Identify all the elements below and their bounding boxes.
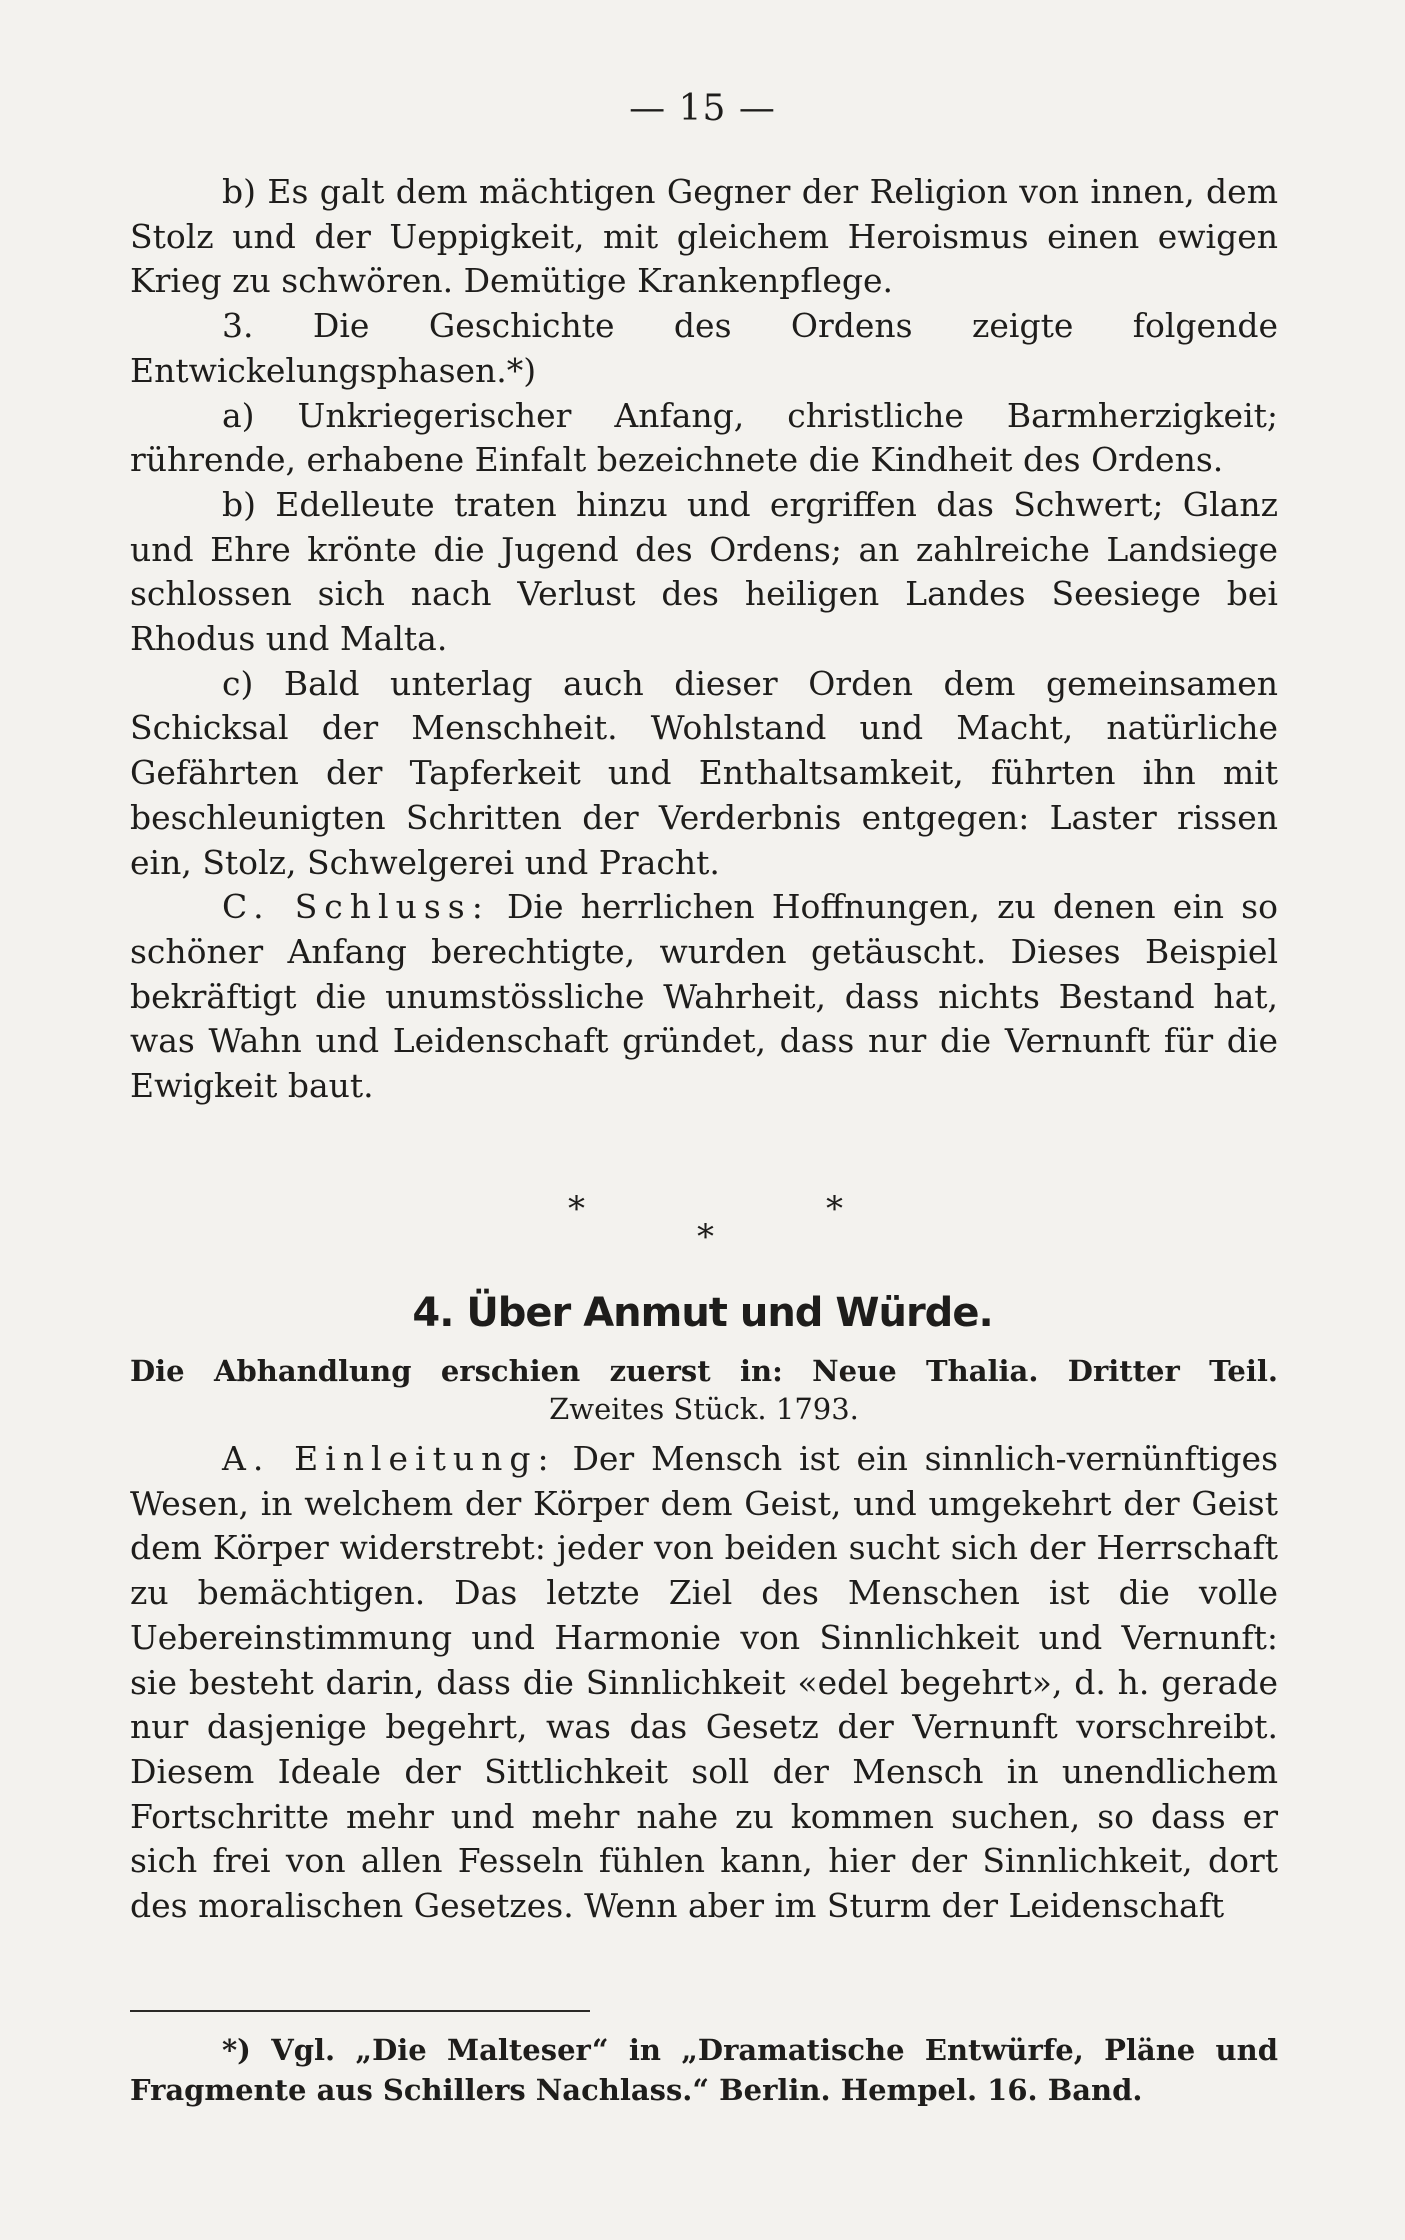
publication-note [130, 1352, 1278, 1428]
page-number: — 15 — [629, 88, 776, 129]
conclusion-label: C. Schluss: [222, 887, 490, 927]
conclusion-paragraph [130, 885, 1278, 1109]
separator-asterisk-bottom: * [697, 1217, 714, 1257]
footnote-divider [130, 2010, 590, 2012]
publication-note-line-1: Die Abhandlung erschien zuerst in: Neue Thalia. Dritter Teil. [130, 1354, 1278, 1388]
introduction-paragraph [130, 1437, 1278, 1929]
introduction-label: A. Einleitung: [222, 1439, 556, 1478]
footnote [130, 2030, 1278, 2110]
separator-asterisk-left: * [568, 1189, 585, 1229]
separator-asterisk-right: * [826, 1189, 843, 1229]
paragraph: b) Edelleute traten hinzu und ergriffen das Schwert; Glanz und Ehre krönte die Jugend des Ordens; an zahlreiche Landsiege schlossen sich nach Verlust des heiligen Landes Seesiege bei Rhodus und Malta. [130, 484, 1278, 659]
paragraph: b) Es galt dem mächtigen Gegner der Religion von innen, dem Stolz und der Ueppigkeit, mit gleichem Heroismus einen ewigen Krieg zu schwören. Demütige Krankenpflege. [130, 172, 1278, 301]
publication-note-line-2: Zweites Stück. 1793. [549, 1392, 859, 1426]
paragraph: a) Unkriegerischer Anfang, christliche Barmherzigkeit; rührende, erhabene Einfalt bezeichnete die Kindheit des Ordens. [130, 395, 1278, 480]
footnote-text: *) Vgl. „Die Malteser“ in „Dramatische Entwürfe, Pläne und Fragmente aus Schillers Nachlass.“ Berlin. Hempel. 16. Band. [130, 2033, 1278, 2107]
section-4-text [130, 1437, 1278, 1929]
section-heading: 4. Über Anmut und Würde. [412, 1290, 993, 1336]
conclusion-text: Die herrlichen Hoffnungen, zu denen ein so schöner Anfang berechtigte, wurden getäuscht. Dieses Beispiel bekräftigt die unumstössliche Wahrheit, dass nichts Bestand hat, was Wahn und Leidenschaft gründet, dass nur die Vernunft für die Ewigkeit baut. [130, 887, 1278, 1106]
paragraph: c) Bald unterlag auch dieser Orden dem gemeinsamen Schicksal der Menschheit. Wohlstand und Macht, natürliche Gefährten der Tapferkeit und Enthaltsamkeit, führten ihn mit beschleunigten Schritten der Verderbnis entgegen: Laster rissen ein, Stolz, Schwelgerei und Pracht. [130, 663, 1278, 882]
introduction-text: Der Mensch ist ein sinnlich-vernünftiges Wesen, in welchem der Körper dem Geist, und umgekehrt der Geist dem Körper widerstrebt: jeder von beiden sucht sich der Herrschaft zu bemächtigen. Das letzte Ziel des Menschen ist die volle Uebereinstimmung und Harmonie von Sinnlichkeit und Vernunft: sie besteht darin, dass die Sinnlichkeit «edel begehrt», d. h. gerade nur dasjenige begehrt, was das Gesetz der Vernunft vorschreibt. Diesem Ideale der Sittlichkeit soll der Mensch in unendlichem Fortschritte mehr und mehr nahe zu kommen suchen, so dass er sich frei von allen Fesseln fühlen kann, hier der Sinnlichkeit, dort des moralischen Gesetzes. Wenn aber im Sturm der Leidenschaft [130, 1439, 1278, 1926]
paragraph: 3. Die Geschichte des Ordens zeigte folgende Entwickelungsphasen.*) [130, 306, 1278, 390]
section-b-text [130, 170, 1278, 1109]
